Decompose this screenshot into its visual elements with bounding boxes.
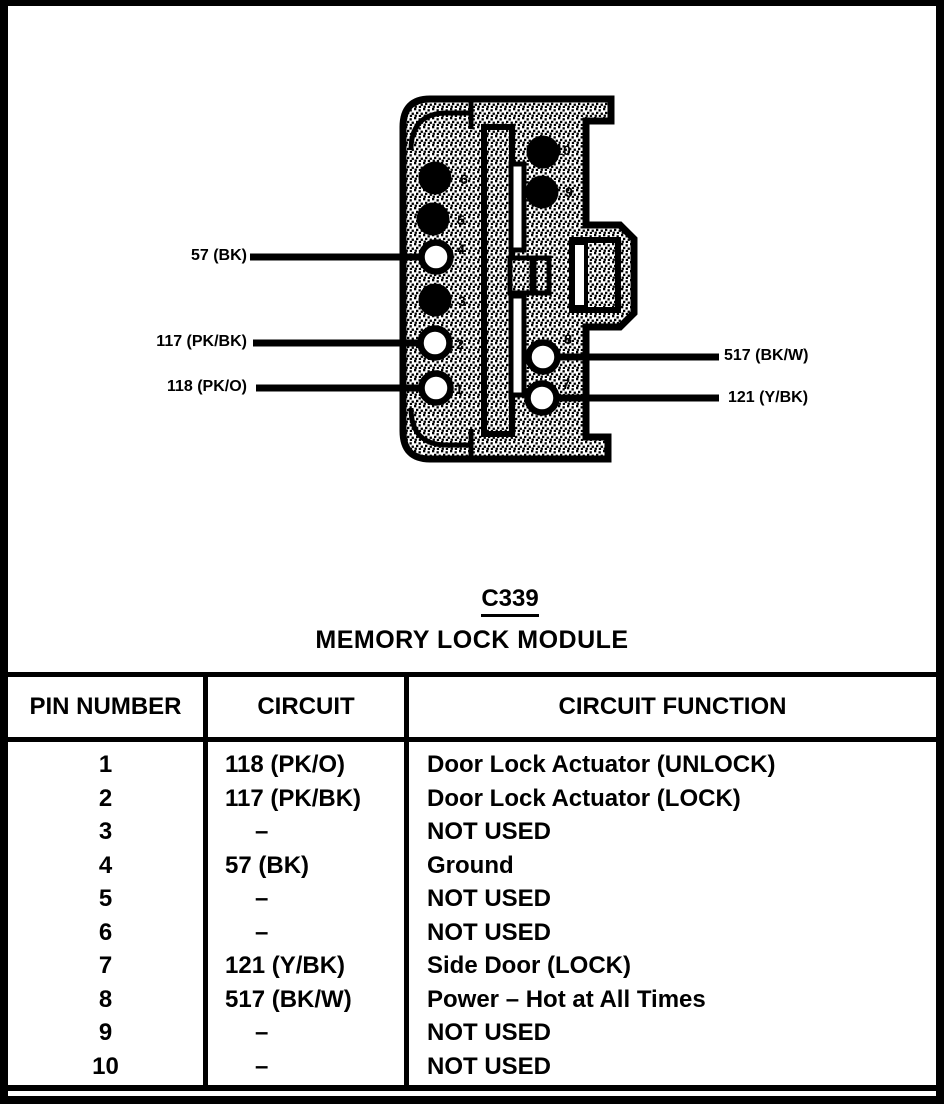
connector-id-title: C339	[450, 585, 570, 617]
circuit-cell: 117 (PK/BK)	[225, 784, 362, 812]
page-border-bottom	[0, 1096, 944, 1104]
circuit-function-cell: NOT USED	[427, 818, 552, 845]
pin-5-cavity	[417, 203, 450, 236]
circuit-function-cell: NOT USED	[427, 885, 552, 912]
table-row	[8, 1050, 936, 1084]
pin-number-cell: 2	[98, 784, 113, 812]
pin-number-cell: 5	[98, 885, 113, 912]
pin-number-cell: 6	[98, 918, 113, 946]
pin-label-10: 10	[555, 142, 571, 158]
table-row	[8, 815, 936, 849]
circuit-function-cell: Door Lock Actuator (LOCK)	[427, 784, 741, 812]
circuit-cell: –	[255, 918, 269, 946]
pin-label-5: 5	[457, 212, 465, 228]
table-row	[8, 882, 936, 916]
pin-number-cell: 4	[98, 851, 113, 879]
circuit-cell: 121 (Y/BK)	[225, 952, 346, 979]
circuit-function-cell: NOT USED	[427, 1052, 552, 1080]
pin-number-cell: 8	[98, 985, 113, 1013]
connector-slot-lower	[511, 296, 524, 395]
circuit-cell: –	[255, 1052, 269, 1080]
circuit-function-cell: Side Door (LOCK)	[427, 952, 631, 979]
pin-table-body	[8, 748, 936, 1083]
pin-1-cavity	[422, 374, 451, 403]
wire-label-57-bk: 57 (BK)	[190, 247, 247, 264]
pin-label-2: 2	[456, 336, 464, 352]
circuit-function-cell: Ground	[427, 851, 514, 879]
circuit-function-cell: NOT USED	[427, 1019, 552, 1046]
pin-number-cell: 10	[92, 1052, 119, 1080]
pin-label-8: 8	[564, 331, 572, 347]
circuit-cell: –	[255, 885, 269, 912]
table-row	[8, 983, 936, 1017]
circuit-cell: 517 (BK/W)	[225, 985, 352, 1013]
connector-keyway-right	[534, 258, 549, 293]
table-header-circuit-function: CIRCUIT FUNCTION	[558, 693, 787, 720]
pin-number-cell: 3	[98, 818, 113, 845]
circuit-cell: 118 (PK/O)	[225, 751, 346, 778]
pin-label-4: 4	[457, 241, 465, 257]
table-line-header-bottom	[8, 737, 936, 742]
circuit-cell: –	[255, 1019, 269, 1046]
table-line-top	[8, 672, 936, 677]
pin-8-cavity	[529, 343, 558, 372]
pin-7-cavity	[528, 384, 557, 413]
wire-label-517-bkw: 517 (BK/W)	[724, 347, 809, 364]
table-row	[8, 782, 936, 816]
pin-label-1: 1	[455, 381, 463, 397]
pin-4-cavity	[422, 243, 451, 272]
table-row	[8, 1016, 936, 1050]
circuit-cell: 57 (BK)	[225, 851, 310, 879]
table-header-circuit: CIRCUIT	[257, 693, 355, 720]
circuit-function-cell: NOT USED	[427, 918, 552, 946]
pin-9-cavity	[526, 176, 559, 209]
pin-label-7: 7	[562, 376, 570, 392]
pin-label-3: 3	[458, 293, 466, 309]
pin-label-6: 6	[460, 171, 468, 187]
circuit-function-cell: Power – Hot at All Times	[427, 985, 706, 1013]
pin-6-cavity	[419, 162, 452, 195]
table-line-bottom	[8, 1085, 936, 1091]
table-row	[8, 748, 936, 782]
connector-slot-upper	[511, 164, 524, 250]
table-header-pin-number: PIN NUMBER	[29, 693, 182, 720]
pin-2-cavity	[421, 329, 450, 358]
connector-name-title: MEMORY LOCK MODULE	[315, 626, 629, 654]
wire-label-118-pko: 118 (PK/O)	[166, 378, 247, 395]
pin-number-cell: 1	[98, 751, 113, 778]
pin-label-9: 9	[565, 184, 573, 200]
pin-3-cavity	[419, 284, 452, 317]
circuit-function-cell: Door Lock Actuator (UNLOCK)	[427, 751, 776, 778]
connector-latch-slot	[573, 243, 586, 307]
wire-label-121-ybk: 121 (Y/BK)	[728, 389, 809, 406]
wire-label-117-pkbk: 117 (PK/BK)	[156, 333, 247, 350]
pin-number-cell: 9	[98, 1019, 113, 1046]
table-row	[8, 949, 936, 983]
table-row	[8, 849, 936, 883]
table-row	[8, 916, 936, 950]
circuit-cell: –	[255, 818, 269, 845]
pin-number-cell: 7	[98, 952, 113, 979]
connector-keyway-left	[510, 258, 532, 293]
